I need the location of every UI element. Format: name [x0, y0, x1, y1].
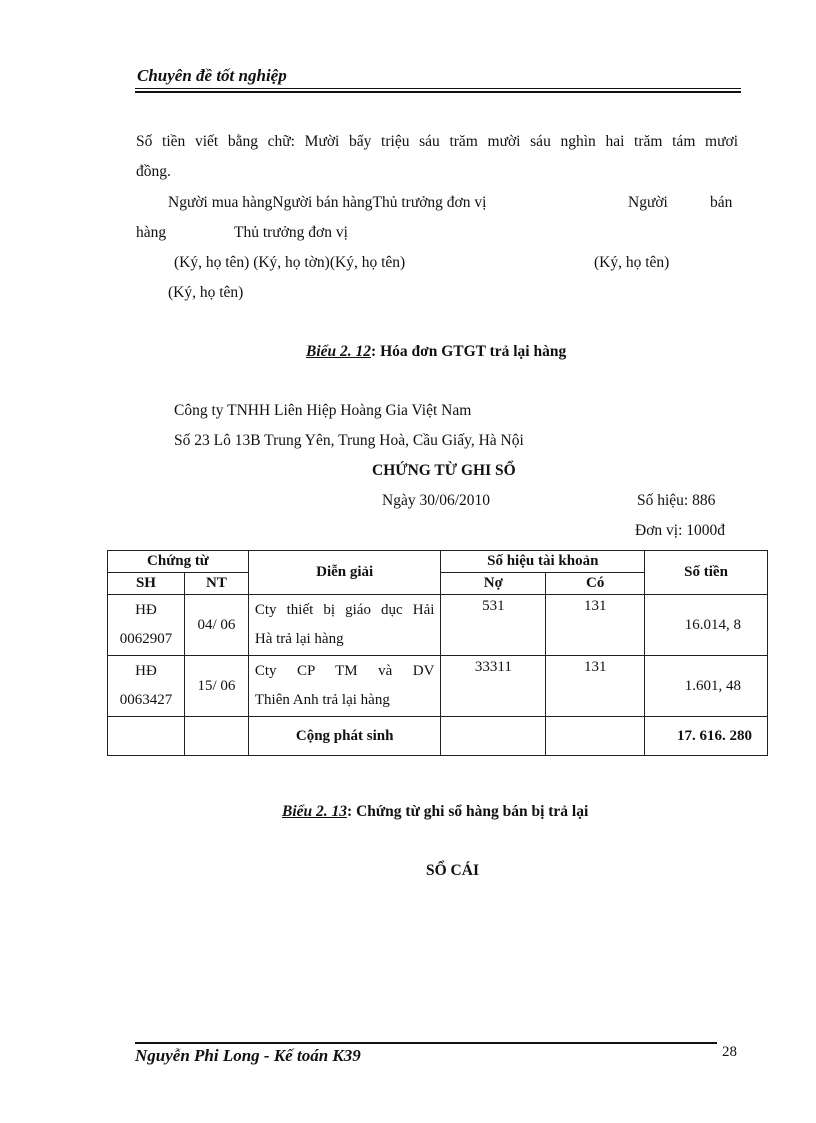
voucher-table	[107, 550, 768, 756]
cell-total-label: Cộng phát sinh	[248, 717, 441, 756]
cell-empty	[184, 717, 248, 756]
signature-note-right: (Ký, họ tên)	[594, 254, 670, 271]
header-sh: SH	[108, 573, 185, 595]
footer-rule	[135, 1042, 717, 1044]
document-header-title: Chuyên đề tốt nghiệp	[137, 66, 287, 85]
company-address: Số 23 Lô 13B Trung Yên, Trung Hoà, Cầu Giấy, Hà Nội	[174, 432, 524, 449]
amount-in-words-line2: đồng.	[136, 163, 171, 180]
cell-sh-prefix: HĐ	[135, 602, 157, 618]
cell-sh	[108, 656, 185, 717]
cell-empty	[546, 717, 645, 756]
header-voucher: Chứng từ	[108, 551, 249, 573]
company-name: Công ty TNHH Liên Hiệp Hoàng Gia Việt Nam	[174, 402, 472, 419]
table-total-row	[108, 717, 768, 756]
caption-text: : Chứng từ ghi sổ hàng bán bị trả lại	[347, 803, 589, 820]
header-rule-thin	[135, 88, 741, 89]
signature-notes-line: (Ký, họ tên) (Ký, họ tờn)(Ký, họ tên)	[174, 254, 406, 271]
voucher-title: CHỨNG TỪ GHI SỔ	[372, 462, 516, 479]
signature-role-nguoi: Người	[628, 194, 668, 211]
caption-text: : Hóa đơn GTGT trả lại hàng	[371, 343, 567, 360]
cell-sh-prefix: HĐ	[135, 663, 157, 679]
cell-empty	[108, 717, 185, 756]
figure-caption-2-13	[282, 803, 588, 821]
header-description: Diễn giải	[248, 551, 441, 595]
cell-credit: 131	[546, 656, 645, 717]
signature-role-hang: hàng	[136, 224, 167, 241]
signature-note-last: (Ký, họ tên)	[168, 284, 244, 301]
header-credit: Có	[546, 573, 645, 595]
cell-sh	[108, 595, 185, 656]
cell-description-line2: Hà trả lại hàng	[254, 631, 344, 647]
amount-in-words-line1: Số tiền viết bằng chữ: Mười bẩy triệu sáu trăm mười sáu nghìn hai trăm tám mươi	[136, 133, 738, 150]
cell-sh-number: 0063427	[119, 692, 173, 708]
header-account: Số hiệu tài khoản	[441, 551, 645, 573]
cell-nt: 15/ 06	[184, 656, 248, 717]
cell-description-line2: Thiên Anh trả lại hàng	[254, 692, 390, 708]
signature-role-ban: bán	[710, 194, 733, 211]
cell-amount: 16.014, 8	[645, 595, 768, 656]
cell-nt: 04/ 06	[184, 595, 248, 656]
voucher-date: Ngày 30/06/2010	[382, 492, 491, 509]
cell-empty	[441, 717, 546, 756]
table-header-row-1	[108, 551, 768, 573]
footer-author: Nguyễn Phi Long - Kế toán K39	[135, 1046, 361, 1065]
signature-roles-line1: Người mua hàngNgười bán hàngThủ trưởng đơn vị	[168, 194, 487, 211]
caption-label: Biểu 2. 12	[306, 343, 372, 360]
cell-debit: 33311	[441, 656, 546, 717]
header-amount: Số tiền	[645, 551, 768, 595]
header-debit: Nợ	[441, 573, 546, 595]
cell-description	[248, 595, 441, 656]
page-number: 28	[722, 1044, 737, 1060]
cell-credit: 131	[546, 595, 645, 656]
cell-description-line1: Cty thiết bị giáo dục Hải	[254, 602, 435, 618]
cell-debit: 531	[441, 595, 546, 656]
cell-description	[248, 656, 441, 717]
cell-total-amount: 17. 616. 280	[645, 717, 768, 756]
table-row	[108, 656, 768, 717]
signature-role-head: Thủ trưởng đơn vị	[234, 224, 348, 241]
cell-description-line1: Cty CP TM và DV	[254, 663, 435, 679]
cell-sh-number: 0062907	[119, 631, 173, 647]
caption-label: Biểu 2. 13	[282, 803, 348, 820]
figure-caption-2-12	[306, 343, 566, 361]
header-nt: NT	[184, 573, 248, 595]
header-rule-thick	[135, 91, 741, 93]
voucher-unit: Đơn vị: 1000đ	[635, 522, 726, 539]
ledger-title: SỔ CÁI	[426, 862, 479, 879]
voucher-number: Số hiệu: 886	[637, 492, 716, 509]
table-row	[108, 595, 768, 656]
cell-amount: 1.601, 48	[645, 656, 768, 717]
